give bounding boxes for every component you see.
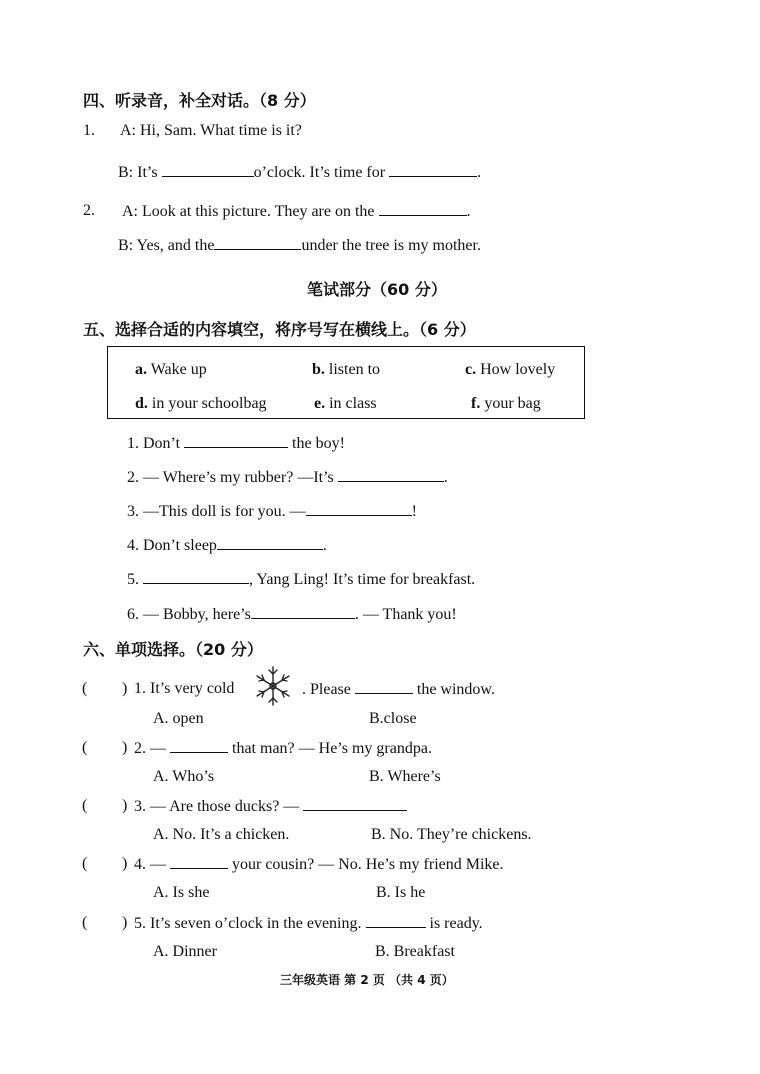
item-number: 5. (127, 571, 139, 588)
answer-paren-open: ( (82, 680, 88, 697)
stem-text: the window. (412, 681, 495, 698)
stem-text: 5. It’s seven o’clock in the evening. (134, 915, 366, 932)
answer-blank[interactable] (366, 913, 426, 928)
answer-blank[interactable] (162, 162, 254, 177)
answer-blank[interactable] (217, 535, 323, 550)
s4-q2-number: 2. (83, 202, 95, 219)
answer-paren-close: ) (122, 739, 128, 756)
answer-blank[interactable] (389, 162, 477, 177)
stem-text: 2. — (134, 740, 170, 757)
s5-item-2 (127, 467, 448, 488)
item-number: 6. (127, 606, 139, 623)
item-text: , Yang Ling! It’s time for breakfast. (249, 571, 476, 588)
stem-text: 4. — (134, 856, 170, 873)
s5-item-4 (127, 535, 327, 556)
mc-q5-stem (134, 913, 483, 934)
s4-q1-b-end: . (477, 164, 482, 181)
s5-item-3 (127, 501, 417, 522)
s4-q1-line-a: A: Hi, Sam. What time is it? (120, 122, 302, 139)
mc-q2-stem (134, 738, 432, 759)
mc-q5-option-b[interactable]: B. Breakfast (375, 943, 455, 960)
answer-blank[interactable] (184, 433, 288, 448)
answer-paren-open: ( (82, 855, 88, 872)
mc-q2-option-a[interactable]: A. Who’s (153, 768, 215, 785)
section4-heading: 四、听录音，补全对话。（8 分） (83, 91, 316, 110)
section6-heading: 六、单项选择。（20 分） (83, 640, 263, 659)
answer-blank[interactable] (170, 854, 228, 869)
s4-q2-line-b (118, 235, 481, 256)
answer-blank[interactable] (251, 604, 355, 619)
written-part-title: 笔试部分（60 分） (307, 280, 447, 299)
s4-q1-line-b (118, 162, 481, 183)
mc-q3-stem (134, 796, 407, 817)
s4-q2-line-a (122, 201, 471, 222)
mc-q5-option-a[interactable]: A. Dinner (153, 943, 217, 960)
item-text: — Where’s my rubber? —It’s (143, 469, 338, 486)
s4-q1-b-mid: o’clock. It’s time for (253, 164, 390, 181)
answer-blank[interactable] (379, 201, 467, 216)
page-footer: 三年级英语 第 2 页 （共 4 页） (280, 973, 454, 987)
word-option-e: e. in class (314, 395, 377, 412)
item-text: . (322, 537, 327, 554)
s5-item-6 (127, 604, 457, 625)
stem-text: is ready. (425, 915, 483, 932)
word-option-b: b. listen to (312, 361, 381, 378)
s4-q2-b-end: under the tree is my mother. (301, 237, 481, 254)
answer-blank[interactable] (355, 679, 413, 694)
item-text: Don’t (143, 435, 185, 452)
word-option-a: a. Wake up (135, 361, 207, 378)
item-text: . — Thank you! (354, 606, 457, 623)
item-number: 3. (127, 503, 139, 520)
answer-paren-close: ) (122, 914, 128, 931)
mc-q1-stem-cont (302, 679, 495, 700)
answer-blank[interactable] (338, 467, 444, 482)
mc-q3-option-a[interactable]: A. No. It’s a chicken. (153, 826, 290, 843)
item-text: Don’t sleep (143, 537, 217, 554)
s5-item-5 (127, 569, 475, 590)
answer-paren-close: ) (122, 797, 128, 814)
snowflake-icon (253, 664, 293, 708)
mc-q4-stem (134, 854, 504, 875)
mc-q4-option-b[interactable]: B. Is he (376, 884, 426, 901)
section5-heading: 五、选择合适的内容填空，将序号写在横线上。（6 分） (83, 320, 476, 339)
stem-text: 1. It’s very cold (134, 680, 235, 697)
stem-text: that man? — He’s my grandpa. (228, 740, 432, 757)
item-text: — Bobby, here’s (143, 606, 251, 623)
mc-q4-option-a[interactable]: A. Is she (153, 884, 210, 901)
item-text: the boy! (288, 435, 345, 452)
answer-paren-open: ( (82, 739, 88, 756)
stem-text: your cousin? — No. He’s my friend Mike. (228, 856, 504, 873)
s4-q1-b-pre: B: It’s (118, 164, 162, 181)
answer-blank[interactable] (214, 235, 301, 250)
mc-q1-stem (134, 679, 234, 699)
item-text: —This doll is for you. — (143, 503, 306, 520)
item-number: 2. (127, 469, 139, 486)
answer-blank[interactable] (306, 501, 412, 516)
word-bank-box (107, 346, 585, 419)
mc-q3-option-b[interactable]: B. No. They’re chickens. (371, 826, 532, 843)
answer-paren-open: ( (82, 797, 88, 814)
s4-q2-a-pre: A: Look at this picture. They are on the (122, 203, 379, 220)
answer-blank[interactable] (303, 796, 407, 811)
s4-q1-number: 1. (83, 122, 95, 139)
word-option-c: c. How lovely (465, 361, 556, 378)
item-text: . (443, 469, 448, 486)
word-option-f: f. your bag (471, 395, 541, 412)
mc-q1-option-b[interactable]: B.close (369, 710, 417, 727)
mc-q1-option-a[interactable]: A. open (153, 710, 204, 727)
s5-item-1 (127, 433, 345, 454)
answer-paren-close: ) (122, 680, 128, 697)
item-number: 4. (127, 537, 139, 554)
item-number: 1. (127, 435, 139, 452)
stem-text: . Please (302, 681, 355, 698)
answer-paren-close: ) (122, 855, 128, 872)
stem-text: 3. — Are those ducks? — (134, 798, 304, 815)
answer-blank[interactable] (143, 569, 249, 584)
answer-blank[interactable] (170, 738, 228, 753)
s4-q2-a-end: . (466, 203, 471, 220)
item-text: ! (411, 503, 417, 520)
s4-q2-b-pre: B: Yes, and the (118, 237, 215, 254)
mc-q2-option-b[interactable]: B. Where’s (369, 768, 441, 785)
answer-paren-open: ( (82, 914, 88, 931)
word-option-d: d. in your schoolbag (135, 395, 267, 412)
